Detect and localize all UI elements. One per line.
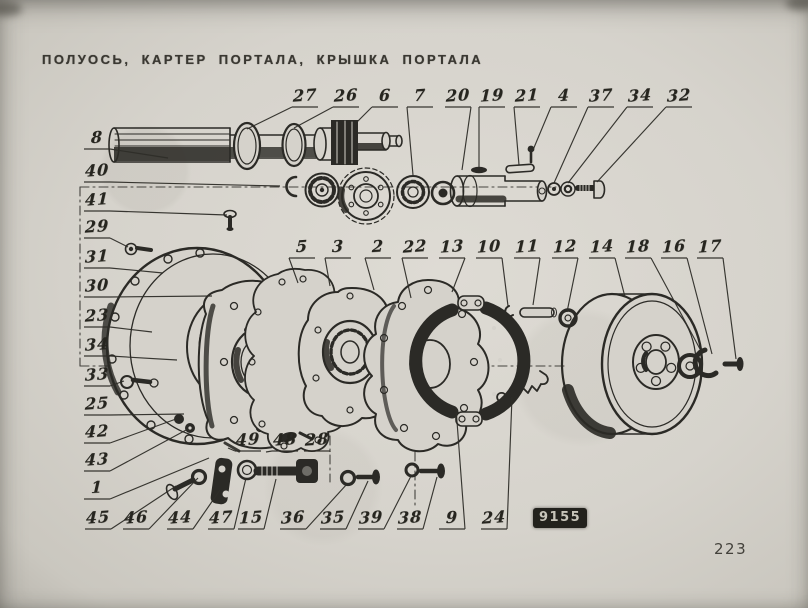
leader-line-3 — [325, 258, 351, 286]
part-callout-26: 26 — [333, 84, 359, 106]
part-callout-37: 37 — [588, 84, 614, 106]
part-callout-49: 49 — [235, 428, 261, 450]
part-callout-30: 30 — [84, 274, 110, 296]
part-callout-6: 6 — [378, 85, 392, 106]
leader-line-14 — [589, 258, 625, 297]
leader-line-25 — [84, 414, 184, 415]
leader-line-16 — [661, 258, 712, 354]
part-callout-24: 24 — [481, 506, 507, 528]
part-callout-25: 25 — [84, 392, 110, 414]
page-number: 223 — [714, 540, 748, 558]
part-callout-27: 27 — [292, 84, 318, 106]
part-callout-19: 19 — [479, 84, 505, 106]
leader-line-22 — [402, 258, 428, 298]
leader-line-28 — [304, 451, 330, 452]
part-callout-3: 3 — [331, 236, 345, 257]
part-callout-11: 11 — [514, 235, 540, 257]
leader-line-21 — [514, 107, 540, 165]
leader-line-6 — [357, 107, 398, 122]
part-callout-48: 48 — [272, 428, 298, 450]
leader-line-30 — [84, 296, 212, 297]
leader-line-48 — [266, 451, 298, 452]
part-callout-45: 45 — [85, 506, 111, 528]
leader-line-20 — [445, 107, 471, 170]
part-callout-28: 28 — [304, 428, 330, 450]
part-callout-29: 29 — [84, 215, 110, 237]
part-callout-18: 18 — [625, 235, 651, 257]
part-callout-1: 1 — [90, 477, 104, 498]
part-callout-32: 32 — [666, 84, 692, 106]
part-callout-7: 7 — [413, 85, 427, 106]
leader-line-11 — [514, 258, 540, 305]
part-callout-46: 46 — [123, 506, 149, 528]
part-callout-21: 21 — [514, 84, 540, 106]
part-callout-20: 20 — [445, 84, 471, 106]
part-callout-12: 12 — [552, 235, 578, 257]
part-callout-2: 2 — [371, 236, 385, 257]
leader-line-27 — [247, 107, 318, 129]
leader-line-23 — [84, 327, 152, 332]
part-callout-9: 9 — [445, 507, 459, 528]
part-callout-10: 10 — [476, 235, 502, 257]
part-callout-42: 42 — [84, 420, 110, 442]
part-callout-8: 8 — [90, 127, 104, 148]
leader-line-17 — [697, 258, 736, 359]
part-callout-47: 47 — [208, 506, 234, 528]
part-callout-15: 15 — [238, 506, 264, 528]
part-callout-43: 43 — [84, 448, 110, 470]
leader-line-12 — [552, 258, 578, 312]
part-callout-13: 13 — [439, 235, 465, 257]
page-title: ПОЛУОСЬ, КАРТЕР ПОРТАЛА, КРЫШКА ПОРТАЛА — [42, 52, 484, 67]
leader-line-19 — [479, 107, 505, 167]
part-callout-44: 44 — [167, 506, 193, 528]
part-callout-34: 34 — [84, 333, 110, 355]
part-callout-14: 14 — [589, 235, 615, 257]
leader-line-10 — [476, 258, 508, 306]
leader-line-40 — [84, 182, 280, 186]
figure-number-stamp: 9155 — [533, 508, 587, 528]
leader-line-41 — [84, 211, 227, 215]
leader-line-31 — [84, 268, 163, 273]
leader-line-34 — [568, 107, 653, 183]
leader-line-26 — [294, 107, 359, 128]
leader-line-2 — [365, 258, 391, 290]
part-callout-38: 38 — [397, 506, 423, 528]
part-callout-36: 36 — [280, 506, 306, 528]
part-callout-31: 31 — [84, 245, 110, 267]
part-callout-40: 40 — [84, 159, 110, 181]
part-callout-22: 22 — [402, 235, 428, 257]
leader-line-37 — [554, 107, 614, 183]
part-callout-39: 39 — [358, 506, 384, 528]
leader-line-5 — [289, 258, 315, 283]
part-callout-41: 41 — [84, 188, 110, 210]
part-callout-33: 33 — [84, 363, 110, 385]
part-callout-4: 4 — [557, 85, 571, 106]
part-callout-23: 23 — [84, 304, 110, 326]
leader-line-13 — [439, 258, 465, 292]
leader-line-7 — [407, 107, 433, 175]
part-callout-16: 16 — [661, 235, 687, 257]
part-callout-17: 17 — [697, 235, 723, 257]
leader-line-34 — [84, 356, 177, 360]
part-callout-35: 35 — [320, 506, 346, 528]
part-callout-5: 5 — [295, 236, 309, 257]
leader-line-4 — [533, 107, 577, 150]
leader-line-8 — [84, 149, 168, 158]
leader-line-32 — [597, 107, 692, 182]
leader-line-18 — [625, 258, 700, 349]
part-callout-34: 34 — [627, 84, 653, 106]
